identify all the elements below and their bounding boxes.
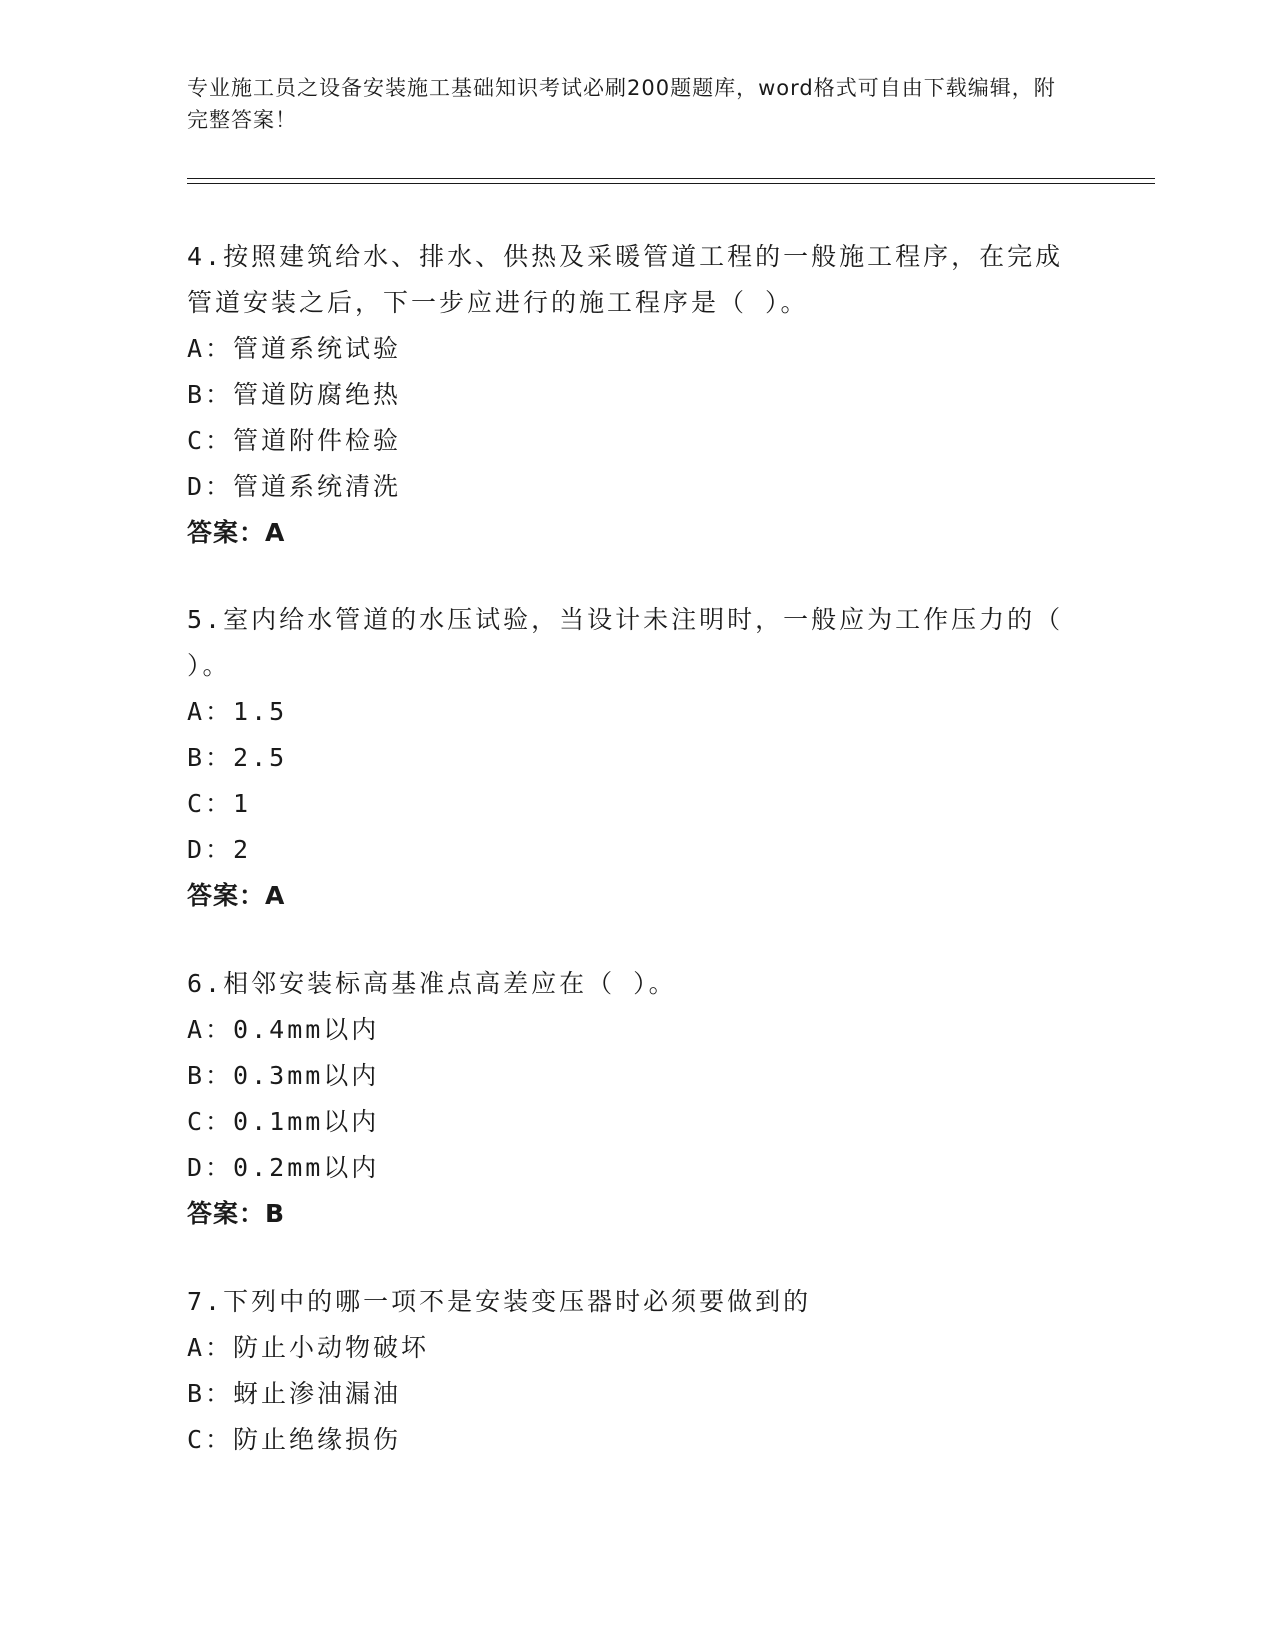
question-stem: 6.相邻安装标高基准点高差应在（ ）。 [187,969,677,998]
option-c: C：管道附件检验 [187,426,402,455]
option-d: D：2 [187,835,252,864]
option-a: A：防止小动物破坏 [187,1333,430,1362]
document-header: 专业施工员之设备安装施工基础知识考试必刷200题题库，word格式可自由下载编辑，附完整答案！ [187,76,1056,132]
header-divider-top [187,178,1155,179]
option-b: B：2.5 [187,743,288,772]
question-stem: 7.下列中的哪一项不是安装变压器时必须要做到的 [187,1287,812,1316]
option-a: A：1.5 [187,697,288,726]
question-4 [187,234,1067,556]
option-a: A：管道系统试验 [187,334,402,363]
option-b: B：管道防腐绝热 [187,380,402,409]
option-d: D：管道系统清洗 [187,472,402,501]
header-divider-bottom [187,183,1155,184]
option-c: C：1 [187,789,252,818]
question-stem: 4.按照建筑给水、排水、供热及采暖管道工程的一般施工程序，在完成管道安装之后，下一步应进行的施工程序是（ ）。 [187,242,1064,317]
answer: 答案：A [187,518,286,547]
question-6 [187,961,1067,1237]
answer: 答案：A [187,881,286,910]
question-stem: 5.室内给水管道的水压试验，当设计未注明时，一般应为工作压力的（ ）。 [187,605,1064,680]
question-5 [187,597,1067,919]
option-b: B：蚜止渗油漏油 [187,1379,402,1408]
option-a: A：0.4mm以内 [187,1015,380,1044]
answer: 答案：B [187,1199,286,1228]
option-b: B：0.3mm以内 [187,1061,380,1090]
option-c: C：防止绝缘损伤 [187,1425,402,1454]
question-7 [187,1279,1067,1463]
option-d: D：0.2mm以内 [187,1153,380,1182]
option-c: C：0.1mm以内 [187,1107,380,1136]
